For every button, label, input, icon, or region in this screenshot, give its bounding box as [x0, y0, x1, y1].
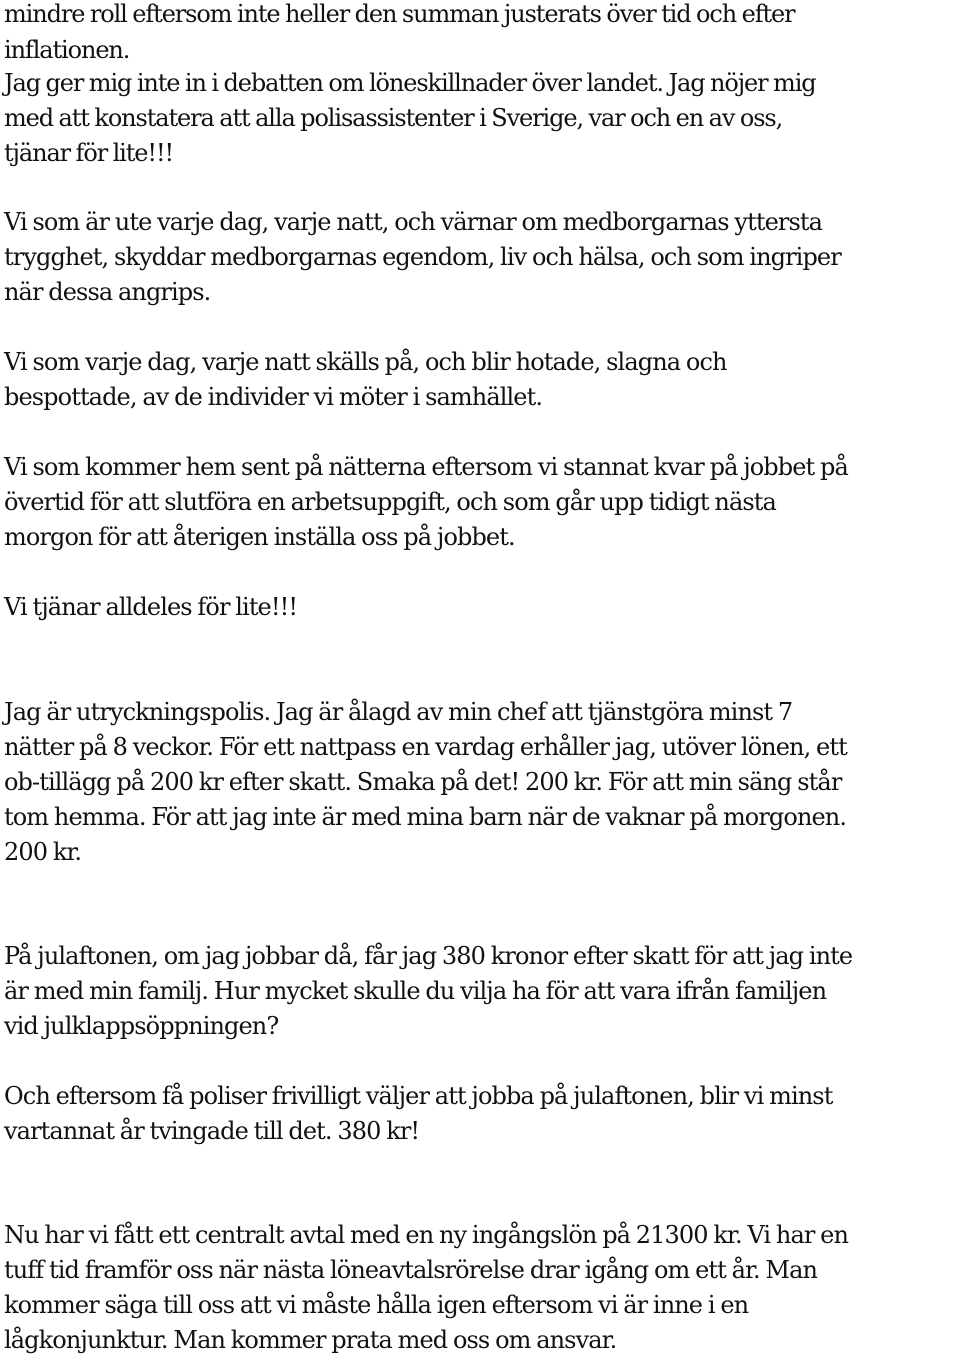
text-line: Vi tjänar alldeles för lite!!!: [4, 593, 298, 621]
text-line: morgon för att återigen inställa oss på jobbet.: [4, 523, 515, 551]
text-line: Vi som varje dag, varje natt skälls på, och blir hotade, slagna och: [4, 348, 727, 376]
text-line: med att konstatera att alla polisassistenter i Sverige, var och en av oss,: [4, 104, 783, 132]
text-line: Jag ger mig inte in i debatten om löneskillnader över landet. Jag nöjer mig: [4, 69, 816, 97]
text-line: 200 kr.: [4, 838, 82, 866]
text-line: är med min familj. Hur mycket skulle du vilja ha för att vara ifrån familjen: [4, 977, 827, 1005]
text-line: vartannat år tvingade till det. 380 kr!: [4, 1117, 420, 1145]
text-line: inflationen.: [4, 36, 130, 64]
text-line: nätter på 8 veckor. För ett nattpass en vardag erhåller jag, utöver lönen, ett: [4, 733, 847, 761]
text-line: ob-tillägg på 200 kr efter skatt. Smaka på det! 200 kr. För att min säng står: [4, 768, 842, 796]
text-line: övertid för att slutföra en arbetsuppgift, och som går upp tidigt nästa: [4, 488, 776, 516]
text-line: Jag är utryckningspolis. Jag är ålagd av min chef att tjänstgöra minst 7: [4, 698, 793, 726]
text-line: trygghet, skyddar medborgarnas egendom, liv och hälsa, och som ingriper: [4, 243, 841, 271]
text-line: Och eftersom få poliser frivilligt väljer att jobba på julaftonen, blir vi minst: [4, 1082, 833, 1110]
text-line: lågkonjunktur. Man kommer prata med oss om ansvar.: [4, 1326, 617, 1354]
text-line: mindre roll eftersom inte heller den summan justerats över tid och efter: [4, 0, 795, 28]
text-line: bespottade, av de individer vi möter i samhället.: [4, 383, 543, 411]
text-line: Nu har vi fått ett centralt avtal med en ny ingångslön på 21300 kr. Vi har en: [4, 1221, 849, 1249]
text-line: tom hemma. För att jag inte är med mina barn när de vaknar på morgonen.: [4, 803, 847, 831]
text-line: Vi som är ute varje dag, varje natt, och värnar om medborgarnas yttersta: [4, 208, 823, 236]
text-line: På julaftonen, om jag jobbar då, får jag 380 kronor efter skatt för att jag inte: [4, 942, 853, 970]
text-line: kommer säga till oss att vi måste hålla igen eftersom vi är inne i en: [4, 1291, 749, 1319]
text-line: Vi som kommer hem sent på nätterna eftersom vi stannat kvar på jobbet på: [4, 453, 848, 481]
text-line: tjänar för lite!!!: [4, 139, 174, 167]
text-line: vid julklappsöppningen?: [4, 1012, 279, 1040]
text-line: tuff tid framför oss när nästa löneavtalsrörelse drar igång om ett år. Man: [4, 1256, 818, 1284]
text-line: när dessa angrips.: [4, 278, 211, 306]
